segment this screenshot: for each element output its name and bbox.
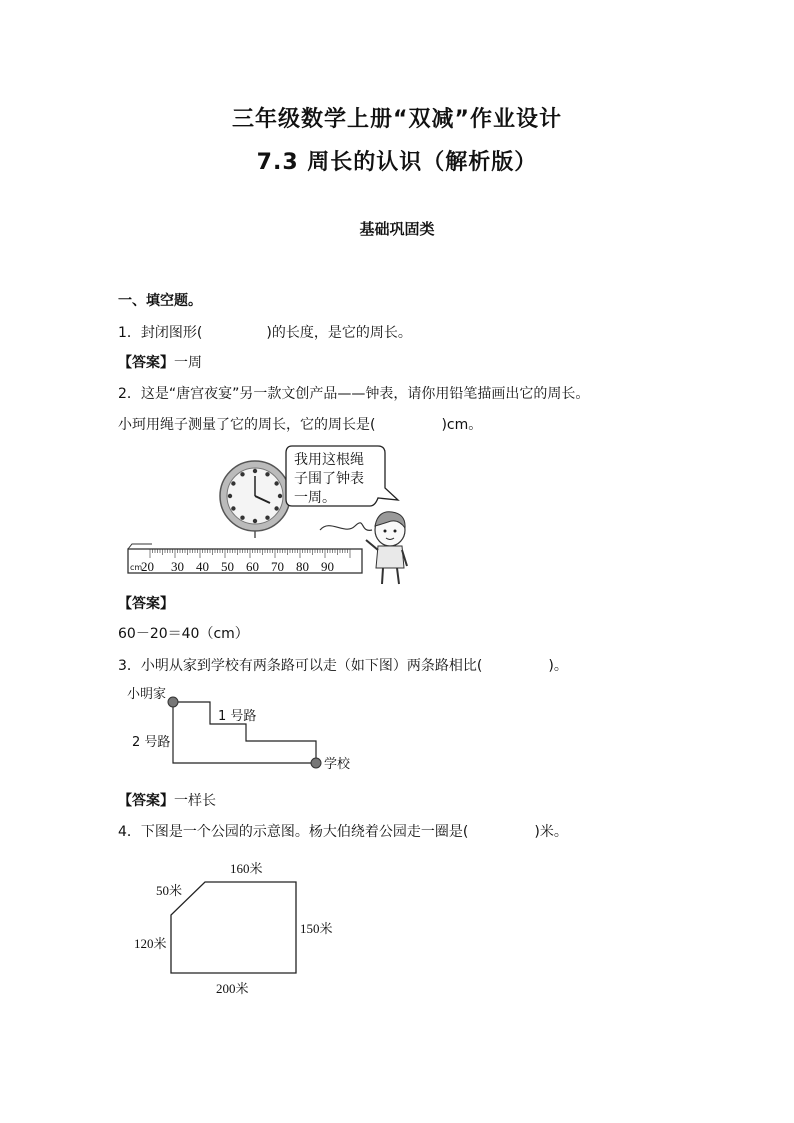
question-3-text-after: )。 [548,658,568,674]
park-outline [171,882,296,973]
question-2-line-1: 2．这是“唐宫夜宴”另一款文创产品——钟表，请你用铅笔描画出它的周长。 [118,386,590,402]
question-4 [118,821,568,841]
ruler-unit: cm [130,563,143,572]
part-heading: 一、填空题。 [118,293,202,309]
label-road-1: 1 号路 [218,709,257,724]
question-4-text-before: 4．下图是一个公园的示意图。杨大伯绕着公园走一圈是( [118,824,469,840]
answer-1 [118,352,202,372]
bubble-line-2: 子围了钟表 [294,471,364,487]
label-road-2: 2 号路 [132,735,171,750]
label-left-side: 120米 [134,936,167,951]
label-diagonal-side: 50米 [156,883,183,898]
title-line-1: 三年级数学上册“双减”作业设计 [232,107,562,132]
ruler [128,544,362,574]
route-diagram [118,680,368,780]
question-1-text-before: 1．封闭图形( [118,325,203,341]
answer-2-label: 【答案】 [118,596,174,612]
clock-rope-ruler-illustration [120,438,420,586]
answer-2-value: 60－20＝40（cm） [118,626,249,642]
question-2-text-after: )cm。 [441,417,483,433]
answer-1-value: 一周 [174,355,202,371]
boy-figure-icon [366,512,407,584]
title-line-2: 7.3 周长的认识（解析版） [256,150,538,175]
answer-1-label: 【答案】 [118,355,174,371]
question-3-text-before: 3．小明从家到学校有两条路可以走（如下图）两条路相比( [118,658,483,674]
question-3 [118,655,568,675]
question-2-text-before: 小珂用绳子测量了它的周长，它的周长是( [118,417,376,433]
ruler-label-40: 40 [196,559,209,574]
question-1-text-after: )的长度，是它的周长。 [266,325,412,341]
label-home: 小明家 [127,687,167,702]
ruler-label-70: 70 [271,559,284,574]
park-diagram [118,855,358,1005]
ruler-label-60: 60 [246,559,259,574]
question-2-line-2 [118,414,482,434]
ruler-label-90: 90 [321,559,334,574]
label-bottom-side: 200米 [216,981,249,996]
section-title: 基础巩固类 [359,220,435,238]
label-school: 学校 [324,757,351,772]
question-4-text-after: )米。 [534,824,568,840]
ruler-label-30: 30 [171,559,184,574]
answer-3-label: 【答案】 [118,793,174,809]
rope-icon [320,523,372,531]
ruler-label-20: 20 [141,559,154,574]
label-top-side: 160米 [230,861,263,876]
question-1 [118,322,412,342]
speech-bubble [286,446,398,506]
bubble-line-3: 一周。 [294,490,336,506]
school-marker [311,758,321,768]
home-marker [168,697,178,707]
answer-3 [118,790,216,810]
ruler-label-50: 50 [221,559,234,574]
clock-icon [220,461,290,538]
label-right-side: 150米 [300,921,333,936]
answer-3-value: 一样长 [174,793,216,809]
bubble-line-1: 我用这根绳 [294,452,364,468]
ruler-label-80: 80 [296,559,309,574]
